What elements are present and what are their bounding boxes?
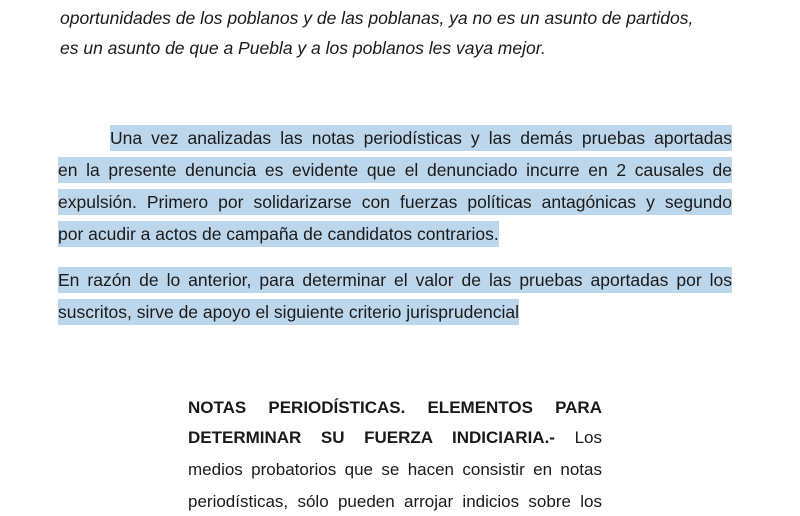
paragraph-1-line-3[interactable]	[58, 188, 732, 216]
jurisprudence-line-2	[188, 424, 602, 452]
jurisprudence-heading-line-2: DETERMINAR SU FUERZA INDICIARIA.-	[188, 428, 555, 447]
highlighted-text: en la presente denuncia es evidente que el denunciado incurre en 2 causales de	[58, 157, 732, 183]
highlighted-text: En razón de lo anterior, para determinar el valor de las pruebas aportadas por los	[58, 267, 732, 293]
paragraph-2-line-1[interactable]	[58, 266, 732, 294]
quote-line-2: es un asunto de que a Puebla y a los poblanos les vaya mejor.	[60, 38, 546, 58]
highlighted-text: expulsión. Primero por solidarizarse con fuerzas políticas antagónicas y segundo	[58, 189, 732, 215]
highlighted-text: suscritos, sirve de apoyo el siguiente criterio jurisprudencial	[58, 299, 519, 325]
quote-line-1: oportunidades de los poblanos y de las poblanas, ya no es un asunto de partidos,	[60, 8, 694, 28]
paragraph-2-line-2[interactable]	[58, 298, 519, 326]
highlighted-text: Una vez analizadas las notas periodísticas y las demás pruebas aportadas	[110, 125, 732, 151]
paragraph-1-line-1[interactable]	[110, 124, 732, 152]
jurisprudence-line-4: periodísticas, sólo pueden arrojar indicios sobre los	[188, 492, 602, 511]
jurisprudence-line-3: medios probatorios que se hacen consistir en notas	[188, 460, 602, 479]
jurisprudence-line-2-tail: Los	[574, 428, 602, 447]
jurisprudence-heading-line-1: NOTAS PERIODÍSTICAS. ELEMENTOS PARA	[188, 398, 602, 417]
highlighted-text: por acudir a actos de campaña de candidatos contrarios.	[58, 221, 499, 247]
paragraph-1-line-4[interactable]	[58, 220, 499, 248]
paragraph-1-line-2[interactable]	[58, 156, 732, 184]
